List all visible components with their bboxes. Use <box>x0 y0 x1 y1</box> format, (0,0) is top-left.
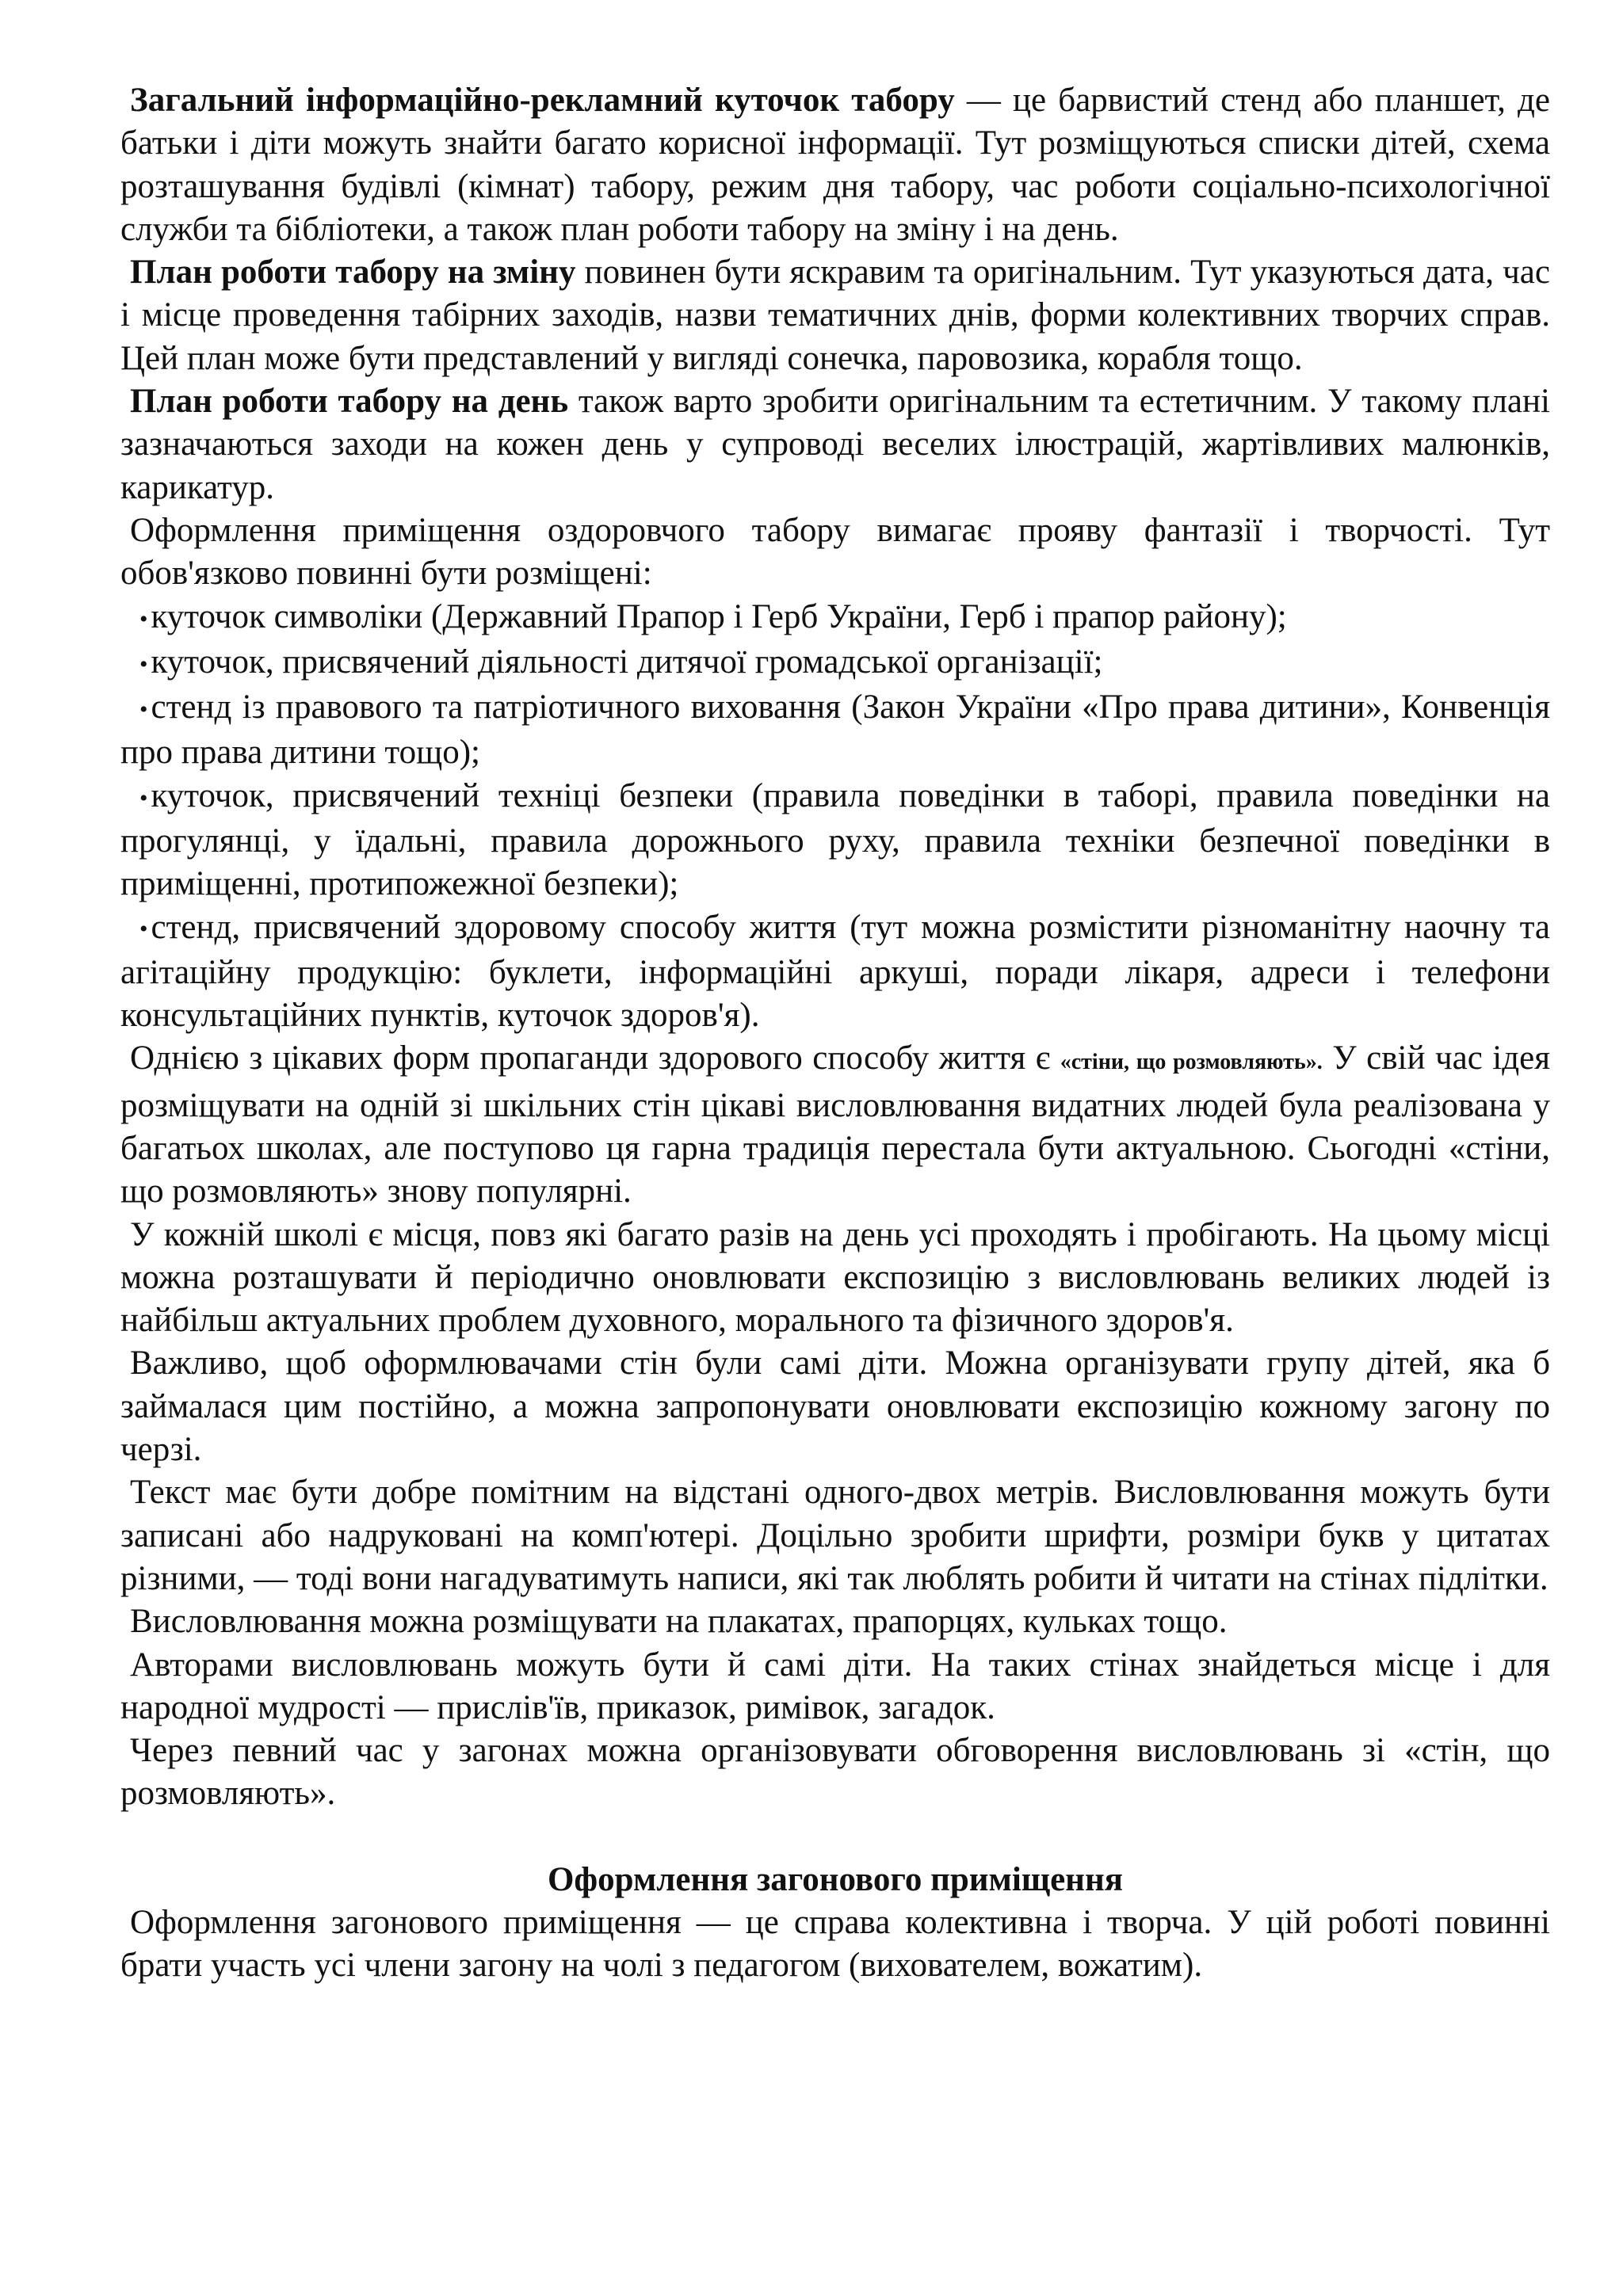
bullet-icon: • <box>139 605 148 632</box>
paragraph-placement <box>120 1600 1550 1643</box>
paragraph-school-places <box>120 1214 1550 1343</box>
paragraph-authors-text: Авторами висловлювань можуть бути й самі діти. На таких стінах знайдеться місце і для народної мудрості — прислів'їв, приказок, римівок, загадок. <box>120 1646 1550 1726</box>
paragraph-squad-room <box>120 1901 1550 1988</box>
paragraph-text-visibility-text: Текст має бути добре помітним на відстані одного-двох метрів. Висловлювання можуть бути записані або надруковані на комп'ютері. Доцільно зробити шрифти, розміри букв у цитатах різними, — тоді вони нагадуватимуть написи, які так люблять робити й читати на стінах підлітки. <box>120 1474 1550 1597</box>
bullet-icon: • <box>139 916 148 943</box>
bullet-item-5 <box>120 906 1550 1038</box>
paragraph-day-plan <box>120 380 1550 509</box>
paragraph-talking-walls <box>120 1037 1550 1213</box>
paragraph-authors <box>120 1644 1550 1730</box>
paragraph-squad-room-text: Оформлення загонового приміщення — це справа колективна і творча. У цій роботі повинні брати участь усі члени загону на чолі з педагогом (вихователем, вожатим). <box>120 1904 1550 1985</box>
paragraph-shift-plan <box>120 251 1550 380</box>
paragraph-talking-walls-after: У свій час ідея розміщувати на одній зі шкільних стін цікаві висловлювання видатних людей була реалізована у багатьох школах, але поступово ця гарна традиція перестала бути актуальною. Сьогодні «стіни, що розмовляють» знову популярні. <box>120 1039 1550 1211</box>
term-day-plan: План роботи табору на день <box>130 383 569 421</box>
paragraph-school-places-text: У кожній школі є місця, повз які багато разів на день усі проходять і пробігають. На цьому місці можна розташувати й періодично оновлювати експозицію з висловлювань великих людей із найбільш актуальних проблем духовного, морального та фізичного здоров'я. <box>120 1215 1550 1340</box>
paragraph-text-visibility <box>120 1471 1550 1600</box>
bullet-icon: • <box>139 784 148 811</box>
paragraph-info-corner-text: — це барвистий стенд або планшет, де батьки і діти можуть знайти багато корисної інформації. Тут розміщуються списки дітей, схема розташування будівлі (кімнат) табору, режим дня табору, час роботи соціально-психологічної служби та бібліотеки, а також план роботи табору на зміну і на день. <box>120 82 1550 248</box>
paragraph-discussion <box>120 1730 1550 1816</box>
paragraph-talking-walls-before: Однією з цікавих форм пропаганди здорового способу життя є <box>130 1039 1060 1077</box>
paragraph-children-designers <box>120 1342 1550 1471</box>
document-page <box>120 79 1550 1988</box>
paragraph-discussion-text: Через певний час у загонах можна організовувати обговорення висловлювань зі «стін, що розмовляють». <box>120 1732 1550 1813</box>
paragraph-day-plan-text: також варто зробити оригінальним та естетичним. У такому плані зазначаються заходи на кожен день у супроводі веселих ілюстрацій, жартівливих малюнків, карикатур. <box>120 383 1550 506</box>
bullet-item-1 <box>120 596 1550 641</box>
section-heading: Оформлення загонового приміщення <box>547 1860 1123 1898</box>
paragraph-children-designers-text: Важливо, щоб оформлювачами стін були самі діти. Можна організувати групу дітей, яка б займалася цим постійно, а можна запропонувати оновлювати експозицію кожному загону по черзі. <box>120 1344 1550 1469</box>
bullet-icon: • <box>139 696 148 723</box>
bullet-item-3 <box>120 686 1550 775</box>
term-shift-plan: План роботи табору на зміну <box>130 254 576 292</box>
bullet-item-text: куточок, присвячений діяльності дитячої громадської організації; <box>151 643 1103 681</box>
bullet-item-text: стенд із правового та патріотичного виховання (Закон України «Про права дитини», Конвенція про права дитини тощо); <box>120 688 1550 772</box>
bullet-item-2 <box>120 641 1550 686</box>
bullet-item-4 <box>120 775 1550 906</box>
paragraph-info-corner <box>120 79 1550 251</box>
paragraph-shift-plan-text: повинен бути яскравим та оригінальним. Тут указуються дата, час і місце проведення табірних заходів, назви тематичних днів, форми колективних творчих справ. Цей план може бути представлений у вигляді сонечка, паровозика, корабля тощо. <box>120 254 1550 377</box>
bullet-item-text: куточок символіки (Державний Прапор і Герб України, Герб і прапор району); <box>151 597 1287 635</box>
bullet-item-text: куточок, присвячений техніці безпеки (правила поведінки в таборі, правила поведінки на прогулянці, у їдальні, правила дорожнього руху, правила техніки безпечної поведінки в приміщенні, протипожежної безпеки); <box>120 776 1550 903</box>
paragraph-camp-decoration-text: Оформлення приміщення оздоровчого табору вимагає прояву фантазії і творчості. Тут обов'язково повинні бути розміщені: <box>120 511 1550 593</box>
paragraph-placement-text: Висловлювання можна розміщувати на плакатах, прапорцях, кульках тощо. <box>130 1603 1228 1641</box>
bullet-icon: • <box>139 650 148 677</box>
term-talking-walls: «стіни, що розмовляють». <box>1060 1050 1323 1075</box>
paragraph-camp-decoration <box>120 509 1550 596</box>
term-info-corner: Загальний інформаційно-рекламний куточок табору <box>130 82 955 119</box>
bullet-item-text: стенд, присвячений здоровому способу життя (тут можна розмістити різноманітну наочну та агітаційну продукцію: буклети, інформаційні аркуші, поради лікаря, адреси і телефони консультаційних пунктів, куточок здоров'я). <box>120 908 1550 1035</box>
